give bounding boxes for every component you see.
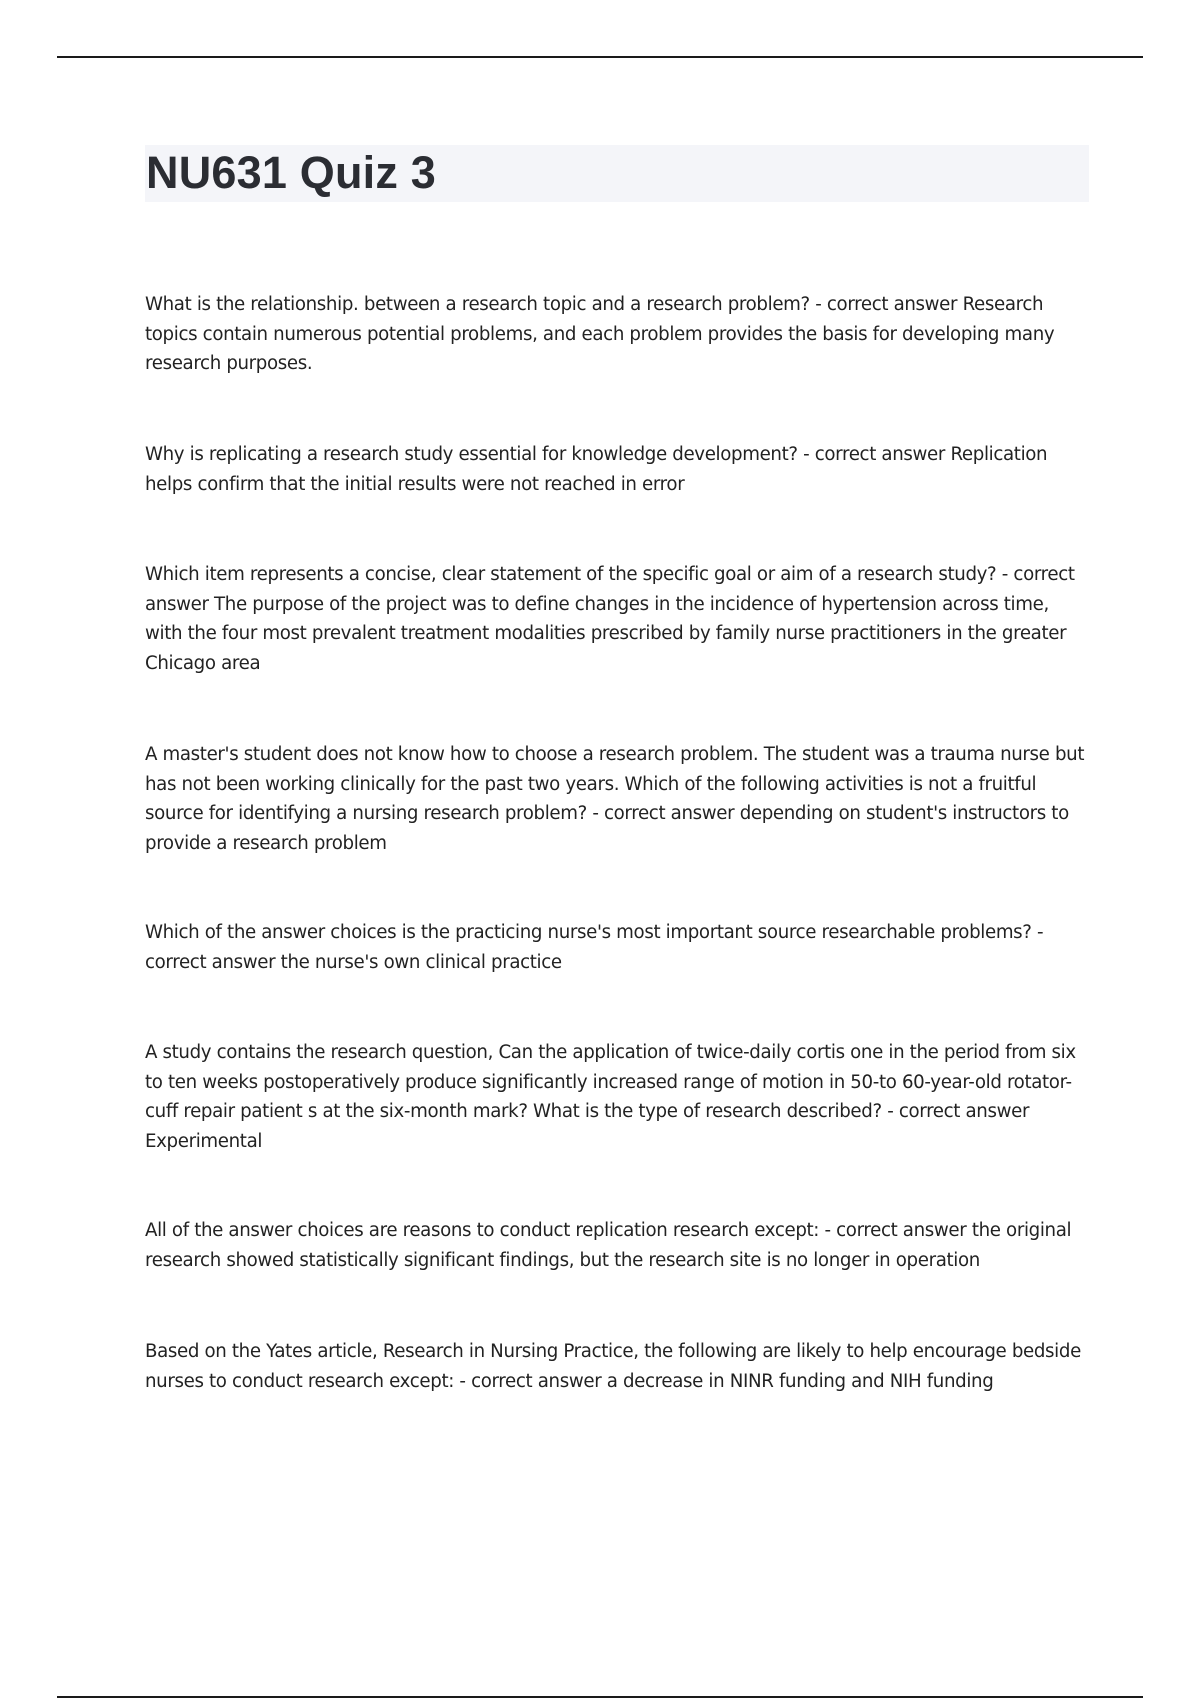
qa-item-8: Based on the Yates article, Research in Nursing Practice, the following are likely to help encourage bedside nurses to conduct research except: - correct answer a decrease in NINR funding and NIH funding: [145, 1341, 1081, 1392]
qa-item-5: Which of the answer choices is the practicing nurse's most important source researchable problems? - correct answer the nurse's own clinical practice: [145, 922, 1044, 973]
qa-item-3: Which item represents a concise, clear statement of the specific goal or aim of a research study? - correct answer The purpose of the project was to define changes in the incidence of hypertension across time, with the four most prevalent treatment modalities prescribed by family nurse practitioners in the greater Chicago area: [145, 564, 1075, 674]
qa-item-6: A study contains the research question, Can the application of twice-daily cortis one in the period from six to ten weeks postoperatively produce significantly increased range of motion in 50-to 60-year-old rotator-cuff repair patient s at the six-month mark? What is the type of research described? - correct answer Experimental: [145, 1042, 1076, 1152]
qa-item-1: What is the relationship. between a research topic and a research problem? - correct answer Research topics contain numerous potential problems, and each problem provides the basis for developing many research purposes.: [145, 294, 1055, 374]
qa-item-7: All of the answer choices are reasons to conduct replication research except: - correct answer the original research showed statistically significant findings, but the research site is no longer in operation: [145, 1220, 1072, 1271]
qa-item-2: Why is replicating a research study essential for knowledge development? - correct answer Replication helps confirm that the initial results were not reached in error: [145, 444, 1048, 495]
top-rule: [57, 56, 1143, 58]
bottom-rule: [57, 1696, 1143, 1698]
qa-item-4: A master's student does not know how to choose a research problem. The student was a trauma nurse but has not been working clinically for the past two years. Which of the following activities is not a fruitful source for identifying a nursing research problem? - correct answer depending on student's instructors to provide a research problem: [145, 744, 1085, 854]
page-title: NU631 Quiz 3: [146, 147, 437, 198]
